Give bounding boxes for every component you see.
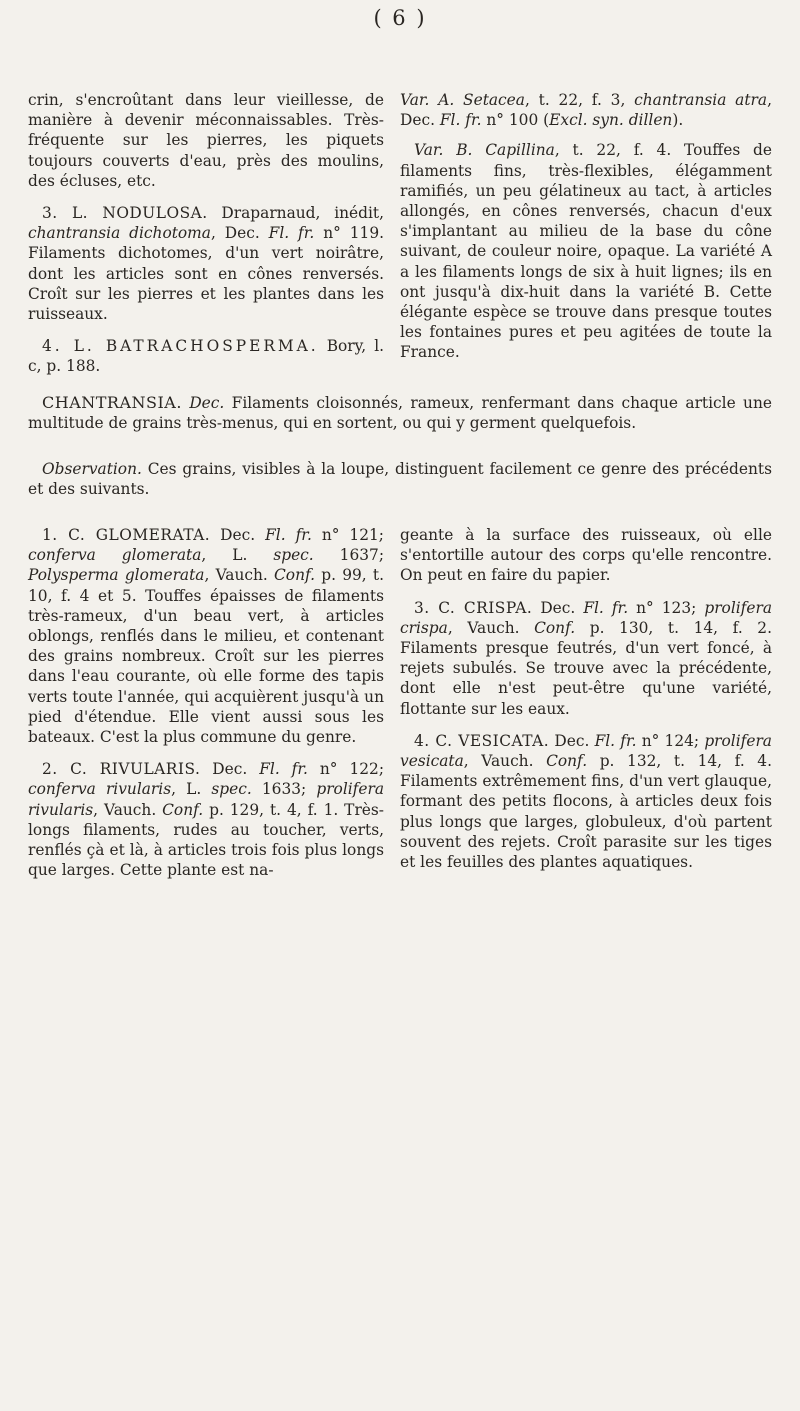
species-entry-glomerata: 1. C. GLOMERATA. Dec. Fl. fr. n° 121; conferva glomerata, L. spec. 1637; Polysperma glomerata, Vauch. Conf. p. 99, t. 10, f. 4 et 5. Touffes épaisses de filaments très-rameux, d'un beau vert, à articles oblongs, renflés dans le milieu, et contenant des grains nombreux. Croît sur les pierres dans l'eau courante, où elle forme des tapis verts toute l'année, qui acquièrent jusqu'à un pied d'étendue. Elle vient aussi sous les bateaux. C'est la plus commune du genre. <box>28 526 385 747</box>
variety-label: Var. A. Setacea <box>400 91 525 109</box>
genus-name: CHANTRANSIA. <box>42 393 182 412</box>
genus-description: CHANTRANSIA. Dec. Filaments cloisonnés, rameux, renfermant dans chaque article une multitude de grains très-menus, qui en sortent, ou qui y germent quelquefois. <box>28 393 772 433</box>
left-column-bottom <box>28 525 384 890</box>
species-heading: 2. C. RIVULARIS. <box>42 760 201 779</box>
species-entry-vesicata: 4. C. VESICATA. Dec. Fl. fr. n° 124; prolifera vesicata, Vauch. Conf. p. 132, t. 14, f. 4. Filaments extrêmement fins, d'un vert glauque, formant des petits flocons, à articles deux fois plus longs que larges, globuleux, d'où partent souvent des rejets. Croît parasite sur les tiges et les feuilles des plantes aquatiques. <box>400 731 772 872</box>
species-entry-crispa: 3. C. CRISPA. Dec. Fl. fr. n° 123; prolifera crispa, Vauch. Conf. p. 130, t. 14, f. 2. Filaments presque feutrés, d'un vert foncé, à rejets subulés. Se trouve avec la précédente, dont elle n'est peut-être qu'une variété, flottante sur les eaux. <box>400 598 773 718</box>
species-entry-batrachosperma: 4. L. BATRACHOSPERMA. Bory, l. c, p. 188. <box>28 337 385 376</box>
right-column-bottom <box>400 525 772 882</box>
continuation-paragraph: crin, s'encroûtant dans leur vieillesse, de manière à devenir méconnaissables. Très-fréquente sur les pierres, les piquets toujours couverts d'eau, près des moulins, des écluses, etc. <box>28 91 384 190</box>
species-heading: 3. C. CRISPA. <box>414 598 533 617</box>
species-entry-nodulosa: 3. L. NODULOSA. Draparnaud, inédit, chantransia dichotoma, Dec. Fl. fr. n° 119. Filaments dichotomes, d'un vert noirâtre, dont les articles sont en cônes renversés. Croît sur les pierres et les plantes dans les ruisseaux. <box>28 204 385 324</box>
rivularis-continuation: geante à la surface des ruisseaux, où elle s'entortille autour des corps qu'elle rencontre. On peut en faire du papier. <box>400 526 772 585</box>
left-column-top <box>28 90 384 387</box>
variety-a-entry: Var. A. Setacea, t. 22, f. 3, chantransia atra, Dec. Fl. fr. n° 100 (Excl. syn. dillen). <box>400 91 772 130</box>
variety-b-entry: Var. B. Capillina, t. 22, f. 4. Touffes de filaments fins, très-flexibles, élégamment ramifiés, un peu gélatineux au tact, à articles allongés, en cônes renversés, chacun d'eux s'implantant au milieu de la base du cône suivant, de couleur noire, opaque. La variété A a les filaments longs de six à huit lignes; ils en ont jusqu'à dix-huit dans la variété B. Cette élégante espèce se trouve dans presque toutes les fontaines pures et peu agitées de toute la France. <box>400 141 772 362</box>
variety-label: Var. B. Capillina <box>414 141 555 160</box>
species-heading: 3. L. NODULOSA. <box>42 204 208 223</box>
species-heading: 4. L. BATRACHOSPERMA. <box>42 337 319 356</box>
species-entry-rivularis: 2. C. RIVULARIS. Dec. Fl. fr. n° 122; conferva rivularis, L. spec. 1633; prolifera rivularis, Vauch. Conf. p. 129, t. 4, f. 1. Très-longs filaments, rudes au toucher, verts, renflés çà et là, à articles trois fois plus longs que larges. Cette plante est na- <box>28 760 385 880</box>
genus-observation: Observation. Ces grains, visibles à la loupe, distinguent facilement ce genre des précédents et des suivants. <box>28 460 772 499</box>
page-number: ( 6 ) <box>373 6 427 30</box>
species-heading: 1. C. GLOMERATA. <box>42 526 211 544</box>
right-column-top <box>400 90 772 373</box>
species-heading: 4. C. VESICATA. <box>414 731 550 750</box>
observation-label: Observation. <box>42 460 142 478</box>
